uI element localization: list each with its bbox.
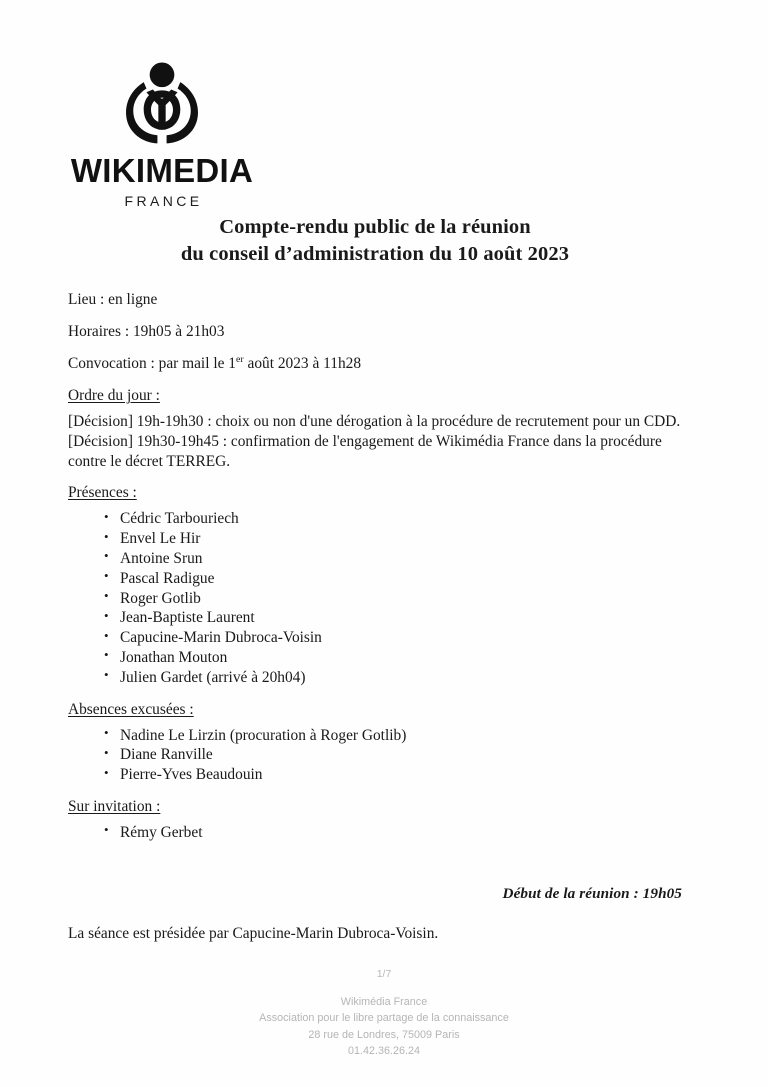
page-footer <box>0 994 768 1060</box>
footer-org: Wikimédia France <box>340 996 428 1008</box>
meta-horaires: Horaires : 19h05 à 21h03 <box>68 323 225 341</box>
meta-convocation-ordinal: er <box>235 354 244 365</box>
page-title-line-1: Compte-rendu public de la réunion <box>219 216 531 238</box>
list-item: • Pascal Radigue <box>68 569 682 589</box>
invitation-list <box>68 823 682 843</box>
logo-wordmark: WIKIMEDIA <box>70 152 254 189</box>
meta-convocation-before: Convocation : par mail le 1 <box>68 355 236 373</box>
footer-address: 28 rue de Londres, 75009 Paris <box>308 1028 460 1041</box>
meta-convocation <box>68 354 682 374</box>
list-item: • Nadine Le Lirzin (procuration à Roger Gotlib) <box>68 726 682 746</box>
absences-list <box>68 726 682 785</box>
logo-subtitle: FRANCE <box>124 192 203 209</box>
list-item: • Cédric Tarbouriech <box>68 509 682 529</box>
list-item: • Julien Gardet (arrivé à 20h04) <box>68 668 682 688</box>
list-item: • Jonathan Mouton <box>68 648 682 668</box>
meta-lieu: Lieu : en ligne <box>68 291 158 309</box>
presences-heading: Présences : <box>68 484 137 502</box>
meta-convocation-after: août 2023 à 11h28 <box>243 355 362 373</box>
invitation-heading: Sur invitation : <box>68 797 161 815</box>
list-item: • Envel Le Hir <box>68 529 682 549</box>
agenda-item: [Décision] 19h-19h30 : choix ou non d'une dérogation à la procédure de recrutement pour un CDD. <box>68 413 681 431</box>
absences-heading: Absences excusées : <box>68 700 194 718</box>
page-title-line-2: du conseil d’administration du 10 août 2023 <box>180 243 570 266</box>
page-number: 1/7 <box>376 968 392 980</box>
closing-paragraph: La séance est présidée par Capucine-Marin Dubroca-Voisin. <box>68 924 439 942</box>
list-item: • Diane Ranville <box>68 745 682 765</box>
footer-phone: 01.42.36.26.24 <box>347 1045 421 1058</box>
list-item: • Roger Gotlib <box>68 589 682 609</box>
agenda-list <box>68 412 682 471</box>
footer-tagline: Association pour le libre partage de la connaissance <box>259 1012 509 1025</box>
list-item: • Antoine Srun <box>68 549 682 569</box>
meeting-start-line: Début de la réunion : 19h05 <box>502 884 682 902</box>
list-item: • Capucine-Marin Dubroca-Voisin <box>68 628 682 648</box>
page-title <box>68 214 682 268</box>
list-item: • Jean-Baptiste Laurent <box>68 608 682 628</box>
wikimedia-logo-icon <box>116 62 208 148</box>
agenda-item: [Décision] 19h30-19h45 : confirmation de l'engagement de Wikimédia France dans la procédure contre le décret TERREG. <box>68 432 662 470</box>
wikimedia-france-logo <box>62 62 262 209</box>
list-item: • Pierre-Yves Beaudouin <box>68 765 682 785</box>
presences-list <box>68 509 682 687</box>
list-item: • Rémy Gerbet <box>68 823 682 843</box>
agenda-heading: Ordre du jour : <box>68 387 160 405</box>
document-body <box>68 214 682 944</box>
